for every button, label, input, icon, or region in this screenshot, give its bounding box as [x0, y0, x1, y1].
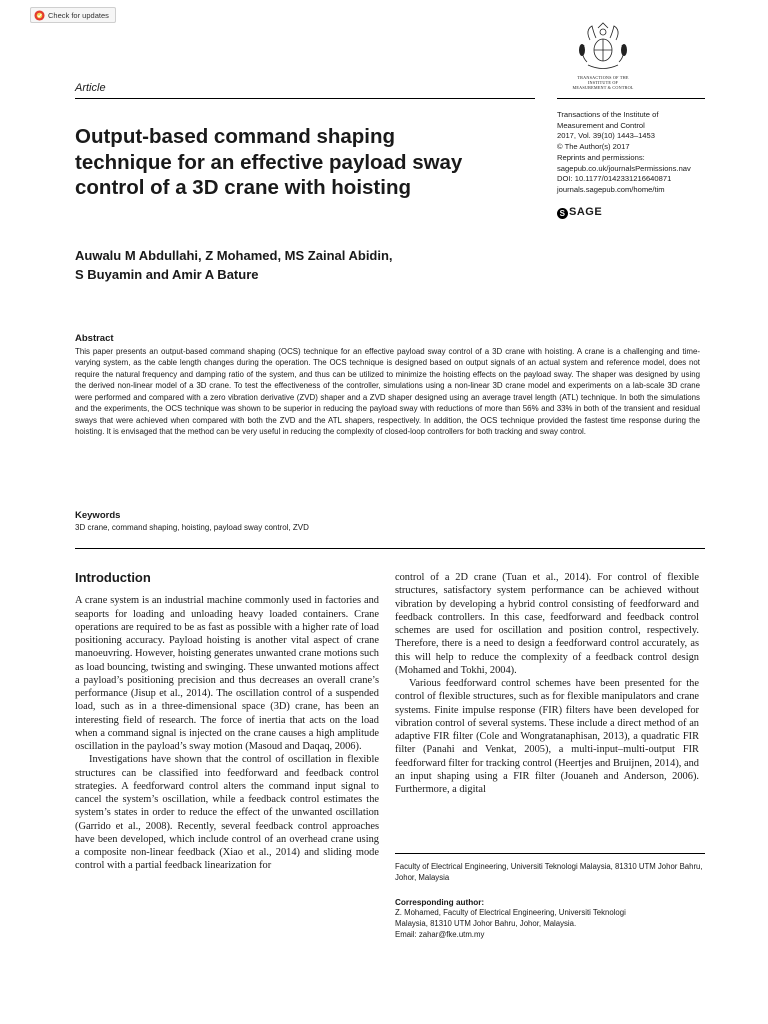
- journal-info: [557, 110, 717, 196]
- body-paragraph: control of a 2D crane (Tuan et al., 2014). For control of flexible structures, satisfactory system performance can be achieved without vibration by developing a hybrid control consisting of feedforward and feedback controllers. In this case, feedforward and feedback control schemes are used for oscillation and position control, respectively. Therefore, there is a need to design a feedforward control accurately, as this will help to reduce the complexity of a feedback control design (Mohamed and Tokhi, 2004).: [395, 572, 699, 676]
- footnotes: [395, 862, 705, 941]
- body-paragraph: Various feedforward control schemes have been presented for the control of flexible structures, such as for flexible manipulators and crane systems. Finite impulse response (FIR) filters have been developed for vibration control of several systems. These include a direct method of an adaptive FIR filter (Cole and Wongratanaphisan, 2013), a quadratic FIR filter (Panahi and Venkat, 2005), a multi-input–multi-output FIR feedforward filter for tracking control (Heertjes and Bruijnen, 2014), and an input shaping using a FIR filter (Jouaneh and Anderson, 2006). Furthermore, a digital: [395, 678, 699, 795]
- keywords-text: 3D crane, command shaping, hoisting, payload sway control, ZVD: [75, 523, 309, 532]
- seal-caption-line: INSTITUTE OF: [587, 80, 619, 85]
- check-for-updates-label: Check for updates: [48, 10, 109, 20]
- keywords-heading: Keywords: [75, 510, 121, 521]
- affiliation-note: Faculty of Electrical Engineering, Universiti Teknologi Malaysia, 81310 UTM Johor Bahru, Johor, Malaysia: [395, 862, 703, 882]
- copyright-line: © The Author(s) 2017: [557, 142, 630, 152]
- reprints-label: Reprints and permissions:: [557, 152, 645, 162]
- footnote-divider: [395, 853, 705, 854]
- paper-title: Output-based command shaping technique for an effective payload sway control of a 3D crane with hoisting: [75, 125, 463, 199]
- publisher-name: SAGE: [569, 206, 603, 218]
- check-for-updates-button[interactable]: [30, 7, 116, 23]
- author-line: S Buyamin and Amir A Bature: [75, 267, 259, 282]
- doi-link[interactable]: DOI: 10.1177/0142331216640871: [557, 174, 672, 184]
- abstract-section: [75, 333, 700, 438]
- seal-caption-line: MEASUREMENT & CONTROL: [572, 85, 634, 90]
- institute-seal-logo: [560, 20, 646, 76]
- seal-caption-line: TRANSACTIONS OF THE: [577, 75, 629, 80]
- body-column-right: [395, 571, 699, 796]
- journal-volume: 2017, Vol. 39(10) 1443–1453: [557, 131, 655, 141]
- permissions-link[interactable]: sagepub.co.uk/journalsPermissions.nav: [557, 163, 691, 173]
- seal-caption: [548, 75, 658, 90]
- header-divider-left: [75, 98, 535, 99]
- body-paragraph: Investigations have shown that the control of oscillation in flexible structures can be classified into feedforward and feedback control strategies. A feedforward control alters the command input signal to cancel the system’s oscillation, while a feedback control estimates the system’s states in order to reduce the effect of the unwanted oscillation (Garrido et al., 2008). Recently, several feedback control approaches have been developed, which include control of an overhead crane using a composite non-linear feedback (Xiao et al., 2014) and sliding mode control with a partial feedback linearization for: [75, 754, 379, 872]
- keywords-section: [75, 510, 700, 532]
- author-line: Auwalu M Abdullahi, Z Mohamed, MS Zainal Abidin,: [75, 248, 393, 263]
- abstract-heading: Abstract: [75, 333, 114, 344]
- corresponding-author-line: Malaysia, 81310 UTM Johor Bahru, Johor, Malaysia.: [395, 919, 577, 929]
- body-column-left: [75, 571, 379, 873]
- body-paragraph: A crane system is an industrial machine commonly used in factories and seaports for loading and unloading heavy loaded containers. Crane operations are required to be as fast as possible with a higher rate of load positioning accuracy. Payload hoisting is another vital aspect of crane manoeuvring. However, hoisting generates unwanted crane motions such as load bouncing, twisting and swinging. These unwanted motions affect a payload’s positioning precision and thus decreases an overall crane’s performance (Jisup et al., 2014). The oscillation control of a suspended load, such as in a three-dimensional space (3D) crane, has been an interesting field of research. The force of inertia that acts on the load when a command signal is injected on the crane causes a high amplitude oscillation in the payload’s sway motion (Masoud and Daqaq, 2006).: [75, 595, 380, 752]
- section-divider: [75, 548, 705, 549]
- header-divider-right: [557, 98, 705, 99]
- journal-name-line: Measurement and Control: [557, 120, 645, 130]
- corresponding-author-email[interactable]: Email: zahar@fke.utm.my: [395, 929, 485, 939]
- corresponding-author-line: Z. Mohamed, Faculty of Electrical Engineering, Universiti Teknologi: [395, 908, 626, 918]
- journal-name-line: Transactions of the Institute of: [557, 110, 659, 119]
- introduction-heading: Introduction: [75, 570, 151, 585]
- sage-s-icon: S: [557, 208, 568, 219]
- publisher-logo: [557, 206, 602, 219]
- article-type-label: Article: [75, 82, 106, 94]
- journal-homepage-link[interactable]: journals.sagepub.com/home/tim: [557, 184, 665, 194]
- author-list: [75, 246, 515, 284]
- corresponding-author-label: Corresponding author:: [395, 897, 485, 907]
- update-badge-icon: [34, 10, 45, 21]
- abstract-text: This paper presents an output-based command shaping (OCS) technique for an effective payload sway control of a 3D crane with hoisting. A crane is a challenging and time-varying system, as the cable length changes during the operation. The OCS technique is designed based on output signals of an actual system and reference model, does not require the natural frequency and damping ratio of the system, and thus can be utilized to minimize the hoisting effects on the payload sway. The shaper was designed by using the derived non-linear model of a 3D crane. To test the effectiveness of the controller, simulations using a non-linear 3D crane model and experiments on a lab-scale 3D crane were performed and compared with a zero vibration derivative (ZVD) shaper and a ZVD shaper designed using an average travel length (ATL) technique. In both the simulations and the experiments, the OCS technique was shown to be superior in reducing the payload sway with reductions of more than 56% and 33% in both of the transient and residual sways that were achieved when compared with both the ZVD and the ATL shapers, respectively. In addition, the OCS technique provided the fastest time response during the hoisting. It is envisaged that the method can be very useful in reducing the complexity of closed-loop controllers for both tracking and sway control.: [75, 346, 700, 437]
